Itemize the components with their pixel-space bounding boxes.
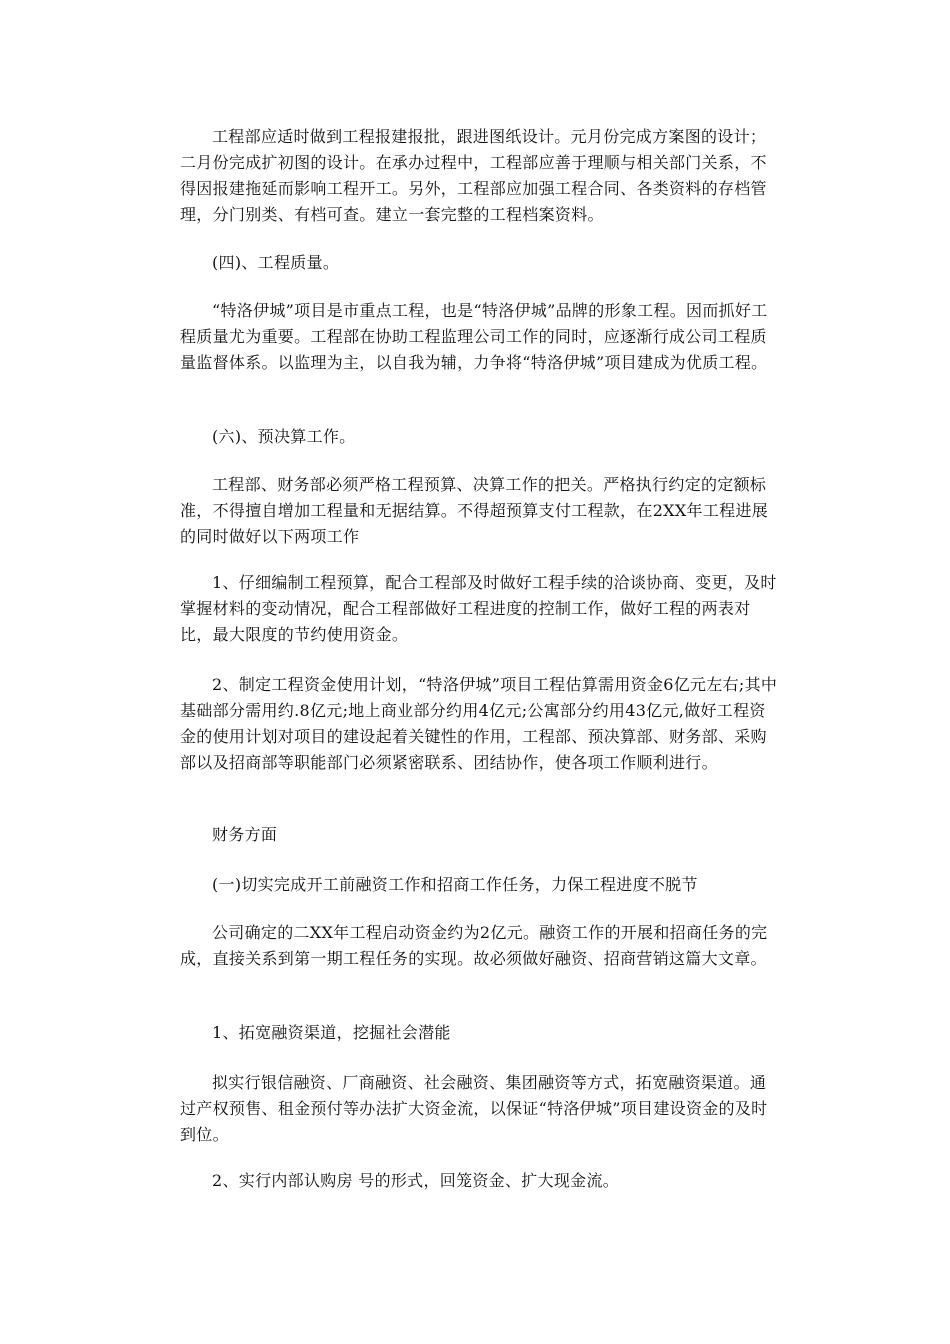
paragraph-financing-methods: 拟实行银信融资、厂商融资、社会融资、集团融资等方式，拓宽融资渠道。通过产权预售、租金预付等办法扩大资金流，以保证“特洛伊城”项目建设资金的及时到位。 [180, 1073, 768, 1144]
paragraph-design-approval: 工程部应适时做到工程报建报批，跟进图纸设计。元月份完成方案图的设计；二月份完成扩初图的设计。在承办过程中，工程部应善于理顺与相关部门关系，不得因报建拖延而影响工程开工。另外，工程部应加强工程合同、各类资料的存档管理，分门别类、有档可查。建立一套完整的工程档案资料。 [180, 127, 767, 224]
paragraph-budget-item-2: 2、制定工程资金使用计划，“特洛伊城”项目工程估算需用资金6亿元左右;其中基础部分需用约.8亿元;地上商业部分约用4亿元;公寓部分约用43亿元,做好工程资金的使用计划对项目的建设起着关键性的作用，工程部、预决算部、财务部、采购部以及招商部等职能部门必须紧密联系、团结协作，使各项工作顺利进行。 [180, 675, 778, 772]
heading-financing-task: (一)切实完成开工前融资工作和招商工作任务，力保工程进度不脱节 [212, 875, 698, 894]
heading-budget-settlement: (六)、预决算工作。 [212, 427, 356, 446]
heading-internal-subscription: 2、实行内部认购房 号的形式，回笼资金、扩大现金流。 [212, 1171, 620, 1190]
paragraph-budget: 工程部、财务部必须严格工程预算、决算工作的把关。严格执行约定的定额标准，不得擅自增加工程量和无据结算。不得超预算支付工程款，在2XX年工程进展的同时做好以下两项工作 [180, 475, 769, 546]
heading-financing-channels: 1、拓宽融资渠道，挖掘社会潜能 [212, 1023, 451, 1042]
heading-project-quality: (四)、工程质量。 [212, 253, 340, 272]
paragraph-startup-funds: 公司确定的二XX年工程启动资金约为2亿元。融资工作的开展和招商任务的完成，直接关系到第一期工程任务的实现。故必须做好融资、招商营销这篇大文章。 [180, 923, 768, 968]
heading-finance: 财务方面 [212, 825, 278, 844]
paragraph-budget-item-1: 1、仔细编制工程预算，配合工程部及时做好工程手续的洽谈协商、变更，及时掌握材料的变动情况，配合工程部做好工程进度的控制工作，做好工程的两表对比，最大限度的节约使用资金。 [180, 573, 777, 644]
paragraph-quality: “特洛伊城”项目是市重点工程，也是“特洛伊城”品牌的形象工程。因而抓好工程质量尤为重要。工程部在协助工程监理公司工作的同时，应逐渐行成公司工程质量监督体系。以监理为主，以自我为辅，力争将“特洛伊城”项目建成为优质工程。 [180, 301, 768, 372]
